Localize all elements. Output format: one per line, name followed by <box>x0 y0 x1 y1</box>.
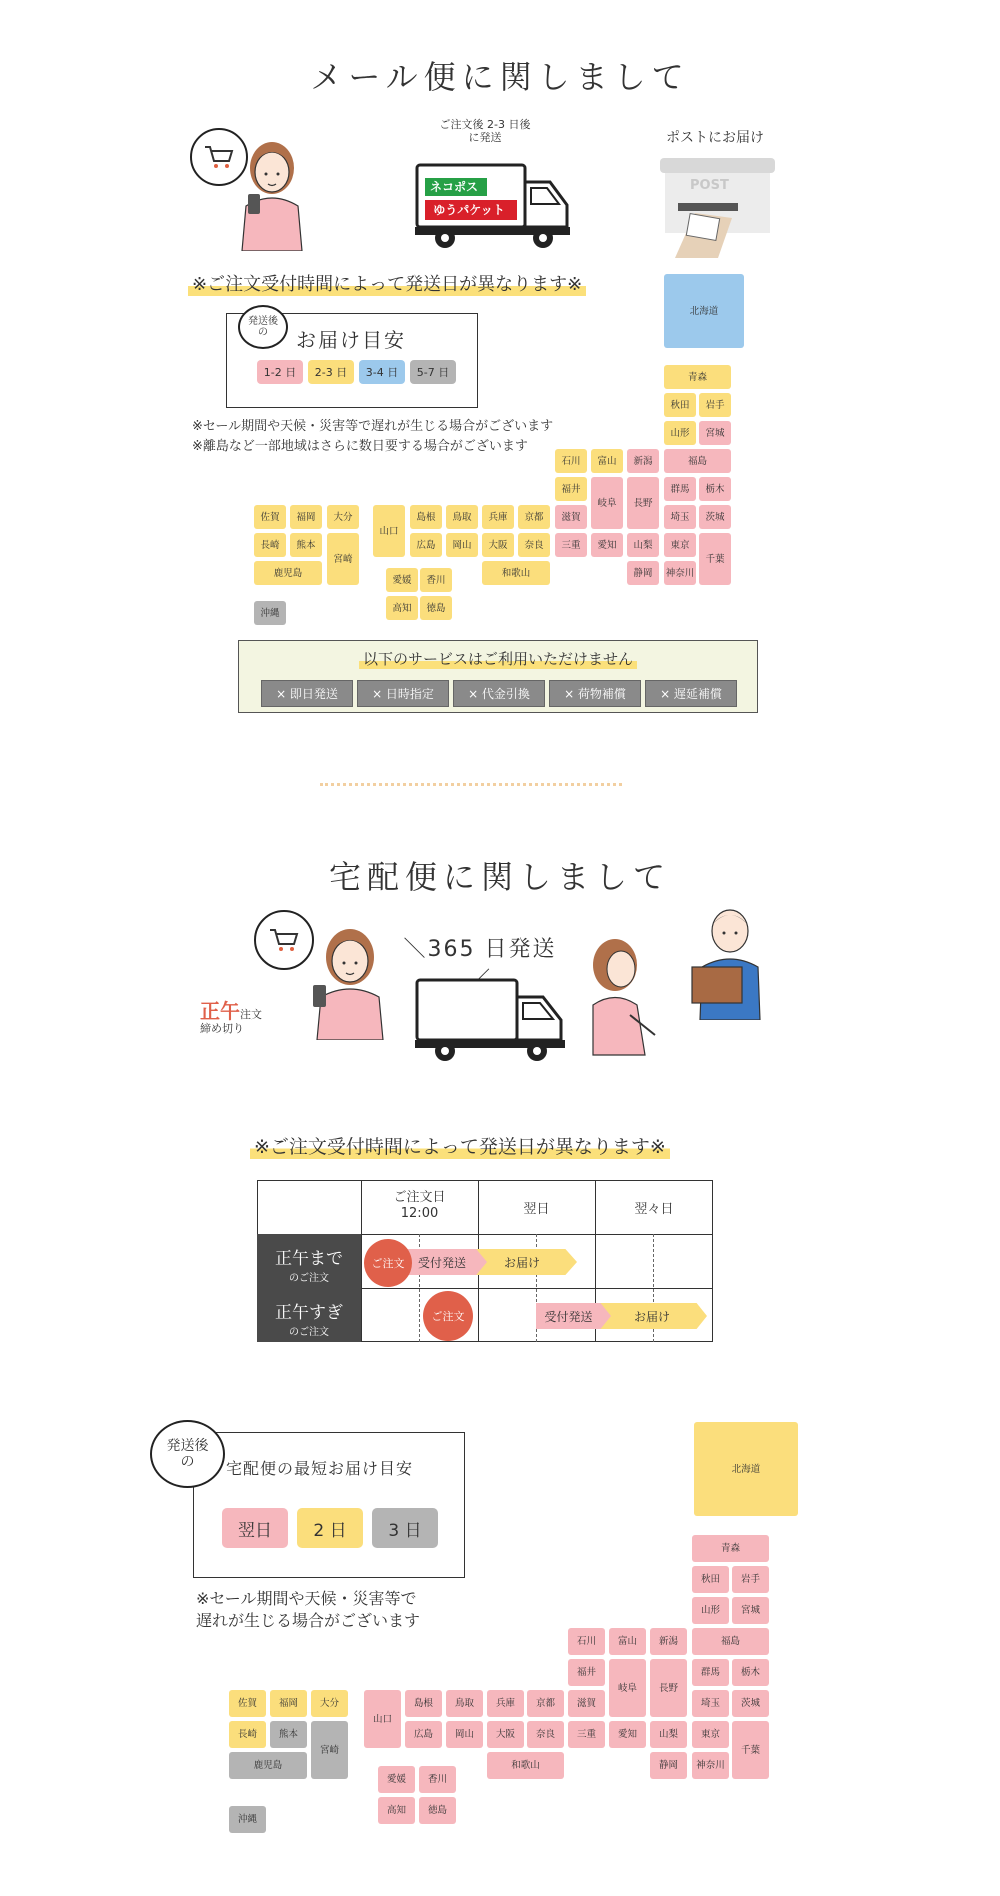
pref-toyama: 富山 <box>609 1628 646 1655</box>
pref-shiga: 滋賀 <box>568 1690 605 1717</box>
pref-saitama: 埼玉 <box>692 1690 729 1717</box>
pref-hokkaido: 北海道 <box>694 1422 798 1516</box>
pref-kanagawa: 神奈川 <box>664 561 696 585</box>
pref-mie: 三重 <box>568 1721 605 1748</box>
pref-yamaguchi: 山口 <box>373 505 405 557</box>
pref-hiroshima: 広島 <box>410 533 442 557</box>
row2-deliver-label: お届け <box>633 1309 670 1324</box>
pref-miyagi: 宮城 <box>699 421 731 445</box>
pref-shimane: 島根 <box>410 505 442 529</box>
mailbox-illustration <box>660 158 780 268</box>
service-same-day: × 即日発送 <box>261 680 353 707</box>
pref-okinawa: 沖縄 <box>229 1806 266 1833</box>
pref-fukui: 福井 <box>555 477 587 501</box>
pref-kyoto: 京都 <box>527 1690 564 1717</box>
pref-yamagata: 山形 <box>692 1597 729 1624</box>
pref-tokushima: 徳島 <box>420 596 452 620</box>
pref-aichi: 愛知 <box>591 533 623 557</box>
pref-wakayama: 和歌山 <box>487 1752 564 1779</box>
pref-yamagata: 山形 <box>664 421 696 445</box>
pref-nagasaki: 長崎 <box>229 1721 266 1748</box>
pref-saitama: 埼玉 <box>664 505 696 529</box>
col-order-day: ご注文日 12:00 <box>393 1190 446 1221</box>
pref-chiba: 千葉 <box>699 533 731 585</box>
row-before-noon: 正午まで のご注文 <box>257 1234 361 1288</box>
pref-kumamoto: 熊本 <box>270 1721 307 1748</box>
pref-osaka: 大阪 <box>482 533 514 557</box>
legend-3-days: 3 日 <box>372 1508 438 1548</box>
takuhai-notice: ※ご注文受付時間によって発送日が異なります※ <box>250 1132 670 1159</box>
pref-iwate: 岩手 <box>699 393 731 417</box>
shipping-schedule-table <box>257 1180 713 1342</box>
pref-shizuoka: 静岡 <box>627 561 659 585</box>
mail-notice: ※ご注文受付時間によって発送日が異なります※ <box>188 270 586 296</box>
pref-ehime: 愛媛 <box>378 1766 415 1793</box>
legend-2-3-days: 2-3 日 <box>308 360 354 384</box>
recipient-woman-illustration <box>585 935 670 1060</box>
pref-aichi: 愛知 <box>609 1721 646 1748</box>
pref-kagawa: 香川 <box>419 1766 456 1793</box>
pref-gunma: 群馬 <box>664 477 696 501</box>
pref-shizuoka: 静岡 <box>650 1752 687 1779</box>
pref-yamaguchi: 山口 <box>364 1690 401 1748</box>
takuhai-legend-bubble: 発送後 の <box>150 1420 225 1488</box>
pref-niigata: 新潟 <box>650 1628 687 1655</box>
pref-ibaraki: 茨城 <box>732 1690 769 1717</box>
pref-shiga: 滋賀 <box>555 505 587 529</box>
pref-saga: 佐賀 <box>254 505 286 529</box>
pref-hokkaido: 北海道 <box>664 274 744 348</box>
pref-okayama: 岡山 <box>446 1721 483 1748</box>
pref-tokushima: 徳島 <box>419 1797 456 1824</box>
pref-miyagi: 宮城 <box>732 1597 769 1624</box>
row2-order-circle: ご注文 <box>423 1291 473 1341</box>
pref-nara: 奈良 <box>527 1721 564 1748</box>
section-divider <box>320 783 622 786</box>
legend-next-day: 翌日 <box>222 1508 288 1548</box>
mail-legend-bubble: 発送後 の <box>238 305 288 349</box>
pref-oita: 大分 <box>327 505 359 529</box>
mail-section-title: メール便に関しまして <box>310 58 690 96</box>
pref-nagasaki: 長崎 <box>254 533 286 557</box>
mail-note-islands: ※離島など一部地域はさらに数日要する場合がございます <box>192 439 528 454</box>
ship-caption: ご注文後 2-3 日後 に発送 <box>439 118 531 144</box>
pref-wakayama: 和歌山 <box>482 561 550 585</box>
cart-icon <box>190 128 248 186</box>
cart-icon-2 <box>254 910 314 970</box>
noon-deadline: 正午注文 締め切り <box>200 999 262 1035</box>
mail-notes <box>192 417 553 457</box>
pref-tokyo: 東京 <box>692 1721 729 1748</box>
yupacket-logo: ゆうパケット <box>433 203 505 217</box>
pref-kochi: 高知 <box>386 596 418 620</box>
pref-tottori: 鳥取 <box>446 1690 483 1717</box>
pref-kyoto: 京都 <box>518 505 550 529</box>
legend-2-days: 2 日 <box>297 1508 363 1548</box>
pref-kagoshima: 鹿児島 <box>254 561 322 585</box>
pref-tochigi: 栃木 <box>732 1659 769 1686</box>
pref-kagawa: 香川 <box>420 568 452 592</box>
legend-3-4-days: 3-4 日 <box>359 360 405 384</box>
pref-gifu: 岐阜 <box>591 477 623 529</box>
pref-miyazaki: 宮崎 <box>311 1721 348 1779</box>
pref-gifu: 岐阜 <box>609 1659 646 1717</box>
pref-kochi: 高知 <box>378 1797 415 1824</box>
pref-nara: 奈良 <box>518 533 550 557</box>
pref-fukushima: 福島 <box>692 1628 769 1655</box>
pref-fukushima: 福島 <box>664 449 731 473</box>
legend-5-7-days: 5-7 日 <box>410 360 456 384</box>
row-after-noon: 正午すぎ のご注文 <box>257 1288 361 1342</box>
service-package-insurance: × 荷物補償 <box>549 680 641 707</box>
mail-note-sale: ※セール期間や天候・災害等で遅れが生じる場合がございます <box>192 419 554 434</box>
pref-okayama: 岡山 <box>446 533 478 557</box>
pref-kagoshima: 鹿児島 <box>229 1752 307 1779</box>
post-caption: ポストにお届け <box>666 130 764 146</box>
pref-ishikawa: 石川 <box>555 449 587 473</box>
pref-nagano: 長野 <box>650 1659 687 1717</box>
nekopos-logo: ネコポス <box>429 180 478 194</box>
pref-chiba: 千葉 <box>732 1721 769 1779</box>
pref-nagano: 長野 <box>627 477 659 529</box>
pref-tokyo: 東京 <box>664 533 696 557</box>
pref-fukuoka: 福岡 <box>270 1690 307 1717</box>
takuhai-legend-title: 宅配便の最短お届け目安 <box>226 1459 414 1478</box>
takuhai-legend-box <box>193 1432 465 1578</box>
col-next-day: 翌日 <box>523 1202 550 1217</box>
row1-deliver-label: お届け <box>503 1255 540 1270</box>
ship-365-caption: ＼365 日発送 <box>403 937 557 962</box>
row2-accept-label: 受付発送 <box>544 1309 593 1324</box>
pref-aomori: 青森 <box>664 365 731 389</box>
pref-hyogo: 兵庫 <box>482 505 514 529</box>
pref-akita: 秋田 <box>692 1566 729 1593</box>
delivery-truck-illustration-2 <box>415 975 570 1065</box>
pref-shimane: 島根 <box>405 1690 442 1717</box>
pref-tottori: 鳥取 <box>446 505 478 529</box>
mail-legend-items <box>257 360 461 384</box>
pref-toyama: 富山 <box>591 449 623 473</box>
pref-fukui: 福井 <box>568 1659 605 1686</box>
pref-iwate: 岩手 <box>732 1566 769 1593</box>
pref-osaka: 大阪 <box>487 1721 524 1748</box>
row1-accept-label: 受付発送 <box>417 1255 466 1270</box>
services-title: 以下のサービスはご利用いただけません <box>238 648 758 669</box>
pref-niigata: 新潟 <box>627 449 659 473</box>
pref-fukuoka: 福岡 <box>290 505 322 529</box>
mail-legend-title: お届け目安 <box>296 328 406 352</box>
takuhai-section-title: 宅配便に関しまして <box>328 858 671 896</box>
post-label: POST <box>690 178 729 193</box>
pref-tochigi: 栃木 <box>699 477 731 501</box>
takuhai-note: ※セール期間や天候・災害等で 遅れが生じる場合がございます <box>196 1589 421 1630</box>
pref-yamanashi: 山梨 <box>627 533 659 557</box>
services-list <box>244 680 754 707</box>
courier-man-illustration <box>688 905 768 1020</box>
pref-ehime: 愛媛 <box>386 568 418 592</box>
col-day-after: 翌々日 <box>634 1202 674 1217</box>
pref-akita: 秋田 <box>664 393 696 417</box>
pref-oita: 大分 <box>311 1690 348 1717</box>
legend-1-2-days: 1-2 日 <box>257 360 303 384</box>
pref-ibaraki: 茨城 <box>699 505 731 529</box>
pref-saga: 佐賀 <box>229 1690 266 1717</box>
service-date-time: × 日時指定 <box>357 680 449 707</box>
service-delay-compensation: × 遅延補償 <box>645 680 737 707</box>
pref-miyazaki: 宮崎 <box>327 533 359 585</box>
service-cod: × 代金引換 <box>453 680 545 707</box>
pref-hyogo: 兵庫 <box>487 1690 524 1717</box>
pref-hiroshima: 広島 <box>405 1721 442 1748</box>
pref-okinawa: 沖縄 <box>254 601 286 625</box>
pref-yamanashi: 山梨 <box>650 1721 687 1748</box>
row1-order-circle: ご注文 <box>364 1239 412 1287</box>
pref-ishikawa: 石川 <box>568 1628 605 1655</box>
pref-mie: 三重 <box>555 533 587 557</box>
takuhai-legend-items <box>222 1508 438 1548</box>
pref-aomori: 青森 <box>692 1535 769 1562</box>
pref-kumamoto: 熊本 <box>290 533 322 557</box>
pref-kanagawa: 神奈川 <box>692 1752 729 1779</box>
pref-gunma: 群馬 <box>692 1659 729 1686</box>
